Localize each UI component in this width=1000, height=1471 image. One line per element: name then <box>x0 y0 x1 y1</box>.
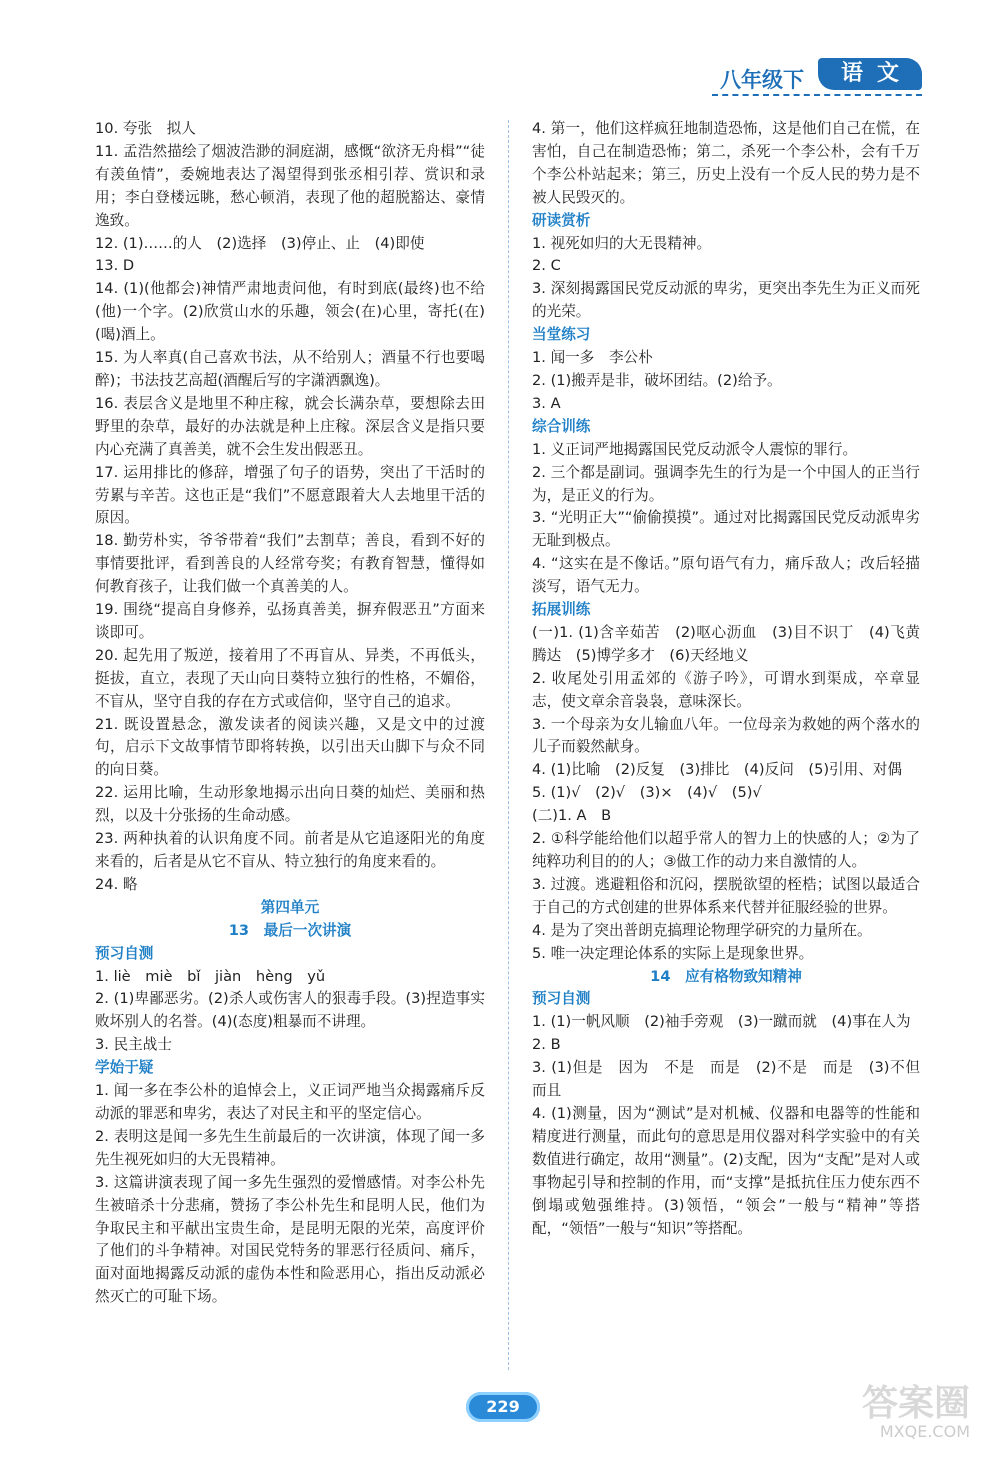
answer-item: 2. 表明这是闻一多先生生前最后的一次讲演，体现了闻一多先生视死如归的大无畏精神。 <box>95 1127 485 1168</box>
answer-item: 3. “光明正大”“偷偷摸摸”。通过对比揭露国民党反动派卑劣无耻到极点。 <box>532 509 920 550</box>
answer-item: 2. ①科学能给他们以超乎常人的智力上的快感的人；②为了纯粹功利目的的人；③做工作的动力来自激情的人。 <box>532 830 920 870</box>
section-heading: 研读赏析 <box>532 211 591 229</box>
answer-item: 3. 过渡。逃避粗俗和沉闷，摆脱欲望的桎梏；试图以最适合于自己的方式创建的世界体系来代替并征服经验的世界。 <box>532 875 920 916</box>
answer-item: 16. 表层含义是地里不种庄稼，就会长满杂草，要想除去田野里的杂草，最好的办法就是种上庄稼。深层含义是指只要内心充满了真善美，就不会生发出假恶丑。 <box>95 394 485 458</box>
answer-item: 12. (1)……的人 (2)选择 (3)停止、止 (4)即使 <box>95 234 425 252</box>
section-heading: 综合训练 <box>532 417 591 435</box>
answer-item: 1. 义正词严地揭露国民党反动派令人震惊的罪行。 <box>532 440 858 458</box>
answer-item: 3. 这篇讲演表现了闻一多先生强烈的爱憎感情。对李公朴先生被暗杀十分悲痛，赞扬了李公朴先生和昆明人民，他们为争取民主和平献出宝贵生命，是昆明无限的光荣，高度评价了他们的斗争精神。对国民党特务的罪恶行径质问、痛斥，面对面地揭露反动派的虚伪本性和险恶用心，指出反动派必然灭亡的可耻下场。 <box>95 1173 485 1306</box>
answer-item: 4. (1)比喻 (2)反复 (3)排比 (4)反问 (5)引用、对偶 <box>532 761 903 779</box>
left-column <box>95 118 485 1309</box>
section-heading: 当堂练习 <box>532 326 591 344</box>
answer-item: 3. 深刻揭露国民党反动派的卑劣，更突出李先生为正义而死的光荣。 <box>532 280 920 321</box>
answer-item: 21. 既设置悬念，激发读者的阅读兴趣，又是文中的过渡句，启示下文故事情节即将转换，以引出天山脚下与众不同的向日葵。 <box>95 715 485 779</box>
answer-item: 4. 是为了突出普朗克搞理论物理学研究的力量所在。 <box>532 921 872 939</box>
answer-item: 2. (1)搬弄是非，破坏团结。(2)给予。 <box>532 371 782 389</box>
answer-item: 2. 收尾处引用孟郊的《游子吟》，可谓水到渠成，卒章显志，使文章余音袅袅，意味深长。 <box>532 669 920 710</box>
answer-item: 17. 运用排比的修辞，增强了句子的语势，突出了干活时的劳累与辛苦。这也正是“我们”不愿意跟着大人去地里干活的原因。 <box>95 463 485 527</box>
answer-item: (二)1. A B <box>532 807 612 825</box>
answer-item: 2. (1)卑鄙恶劣。(2)杀人或伤害人的狠毒手段。(3)捏造事实败坏别人的名誉。(4)(态度)粗暴而不讲理。 <box>95 990 485 1031</box>
section-heading: 学始于疑 <box>95 1059 154 1077</box>
unit-heading: 第四单元 <box>260 898 320 916</box>
grade-label: 八年级下 <box>720 67 804 92</box>
answer-item: 3. 一个母亲为女儿输血八年。一位母亲为救她的两个落水的儿子而毅然献身。 <box>532 715 920 756</box>
answer-item: 1. (1)一帆风顺 (2)袖手旁观 (3)一蹴而就 (4)事在人为 <box>532 1013 911 1031</box>
answer-item: 4. “这实在是不像话。”原句语气有力，痛斥敌人；改后轻描淡写，语气无力。 <box>532 555 920 596</box>
unit-heading: 14 应有格物致知精神 <box>650 967 802 985</box>
page-header <box>602 58 922 98</box>
answer-item: 1. 闻一多 李公朴 <box>532 349 653 367</box>
answer-item: 24. 略 <box>95 875 138 893</box>
unit-heading: 13 最后一次讲演 <box>228 921 352 939</box>
answer-item: 4. (1)测量，因为“测试”是对机械、仪器和电器等的性能和精度进行测量，而此句的意思是用仪器对科学实验中的有关数值进行确定，故用“测量”。(2)支配，因为“支配”是对人或事物起引导和控制的作用，而“支撑”是抵抗住压力使东西不倒塌或勉强维持。(3)领悟，“领会”一般与“精神”等搭配，“领悟”一般与“知识”等搭配。 <box>532 1104 920 1237</box>
subject-badge: 语文 <box>818 58 922 90</box>
section-heading: 拓展训练 <box>532 601 591 619</box>
answer-item: 23. 两种执着的认识角度不同。前者是从它追逐阳光的角度来看的，后者是从它不盲从、特立独行的角度来看的。 <box>95 830 485 870</box>
answer-item: 18. 勤劳朴实，爷爷带着“我们”去割草；善良，看到不好的事情要批评，看到善良的人经常夸奖；有教育智慧，懂得如何教育孩子，让我们做一个真善美的人。 <box>95 532 485 596</box>
answer-item: 1. 视死如归的大无畏精神。 <box>532 234 712 252</box>
watermark-logo-text: 答案圈 <box>861 1383 970 1424</box>
answer-item: 2. 三个都是副词。强调李先生的行为是一个中国人的正当行为，是正义的行为。 <box>532 463 920 504</box>
answer-item: 2. B <box>532 1036 561 1054</box>
answer-item: 14. (1)(他都会)神情严肃地责问他，有时到底(最终)也不给(他)一个字。(2)欣赏山水的乐趣，领会(在)心里，寄托(在)(喝)酒上。 <box>95 280 485 344</box>
answer-item: 20. 起先用了叛逆，接着用了不再盲从、异类，不再低头，挺拔，直立，表现了天山向日葵特立独行的性格，不媚俗，不盲从，坚守自我的存在方式或信仰，坚守自己的追求。 <box>95 646 485 710</box>
answer-item: 11. 孟浩然描绘了烟波浩渺的洞庭湖，感慨“欲济无舟楫”“徒有羡鱼情”，委婉地表达了渴望得到张丞相引荐、赏识和录用；李白登楼远眺，愁心顿消，表现了他的超脱豁达、豪情逸致。 <box>95 142 485 229</box>
section-heading: 预习自测 <box>95 944 154 962</box>
answer-item: 19. 围绕“提高自身修养，弘扬真善美，摒弃假恶丑”方面来谈即可。 <box>95 601 485 641</box>
column-divider <box>508 120 509 1370</box>
answer-item: 10. 夸张 拟人 <box>95 120 196 137</box>
answer-item: 3. 民主战士 <box>95 1036 172 1054</box>
page-number: 229 <box>466 1392 540 1422</box>
answer-item: 1. 闻一多在李公朴的追悼会上，义正词严地当众揭露痛斥反动派的罪恶和卑劣，表达了对民主和平的坚定信心。 <box>95 1082 485 1122</box>
answer-item: 22. 运用比喻，生动形象地揭示出向日葵的灿烂、美丽和热烈，以及十分张扬的生命动感。 <box>95 784 485 825</box>
answer-item: 13. D <box>95 257 135 275</box>
watermark-corner <box>810 1383 970 1453</box>
answer-item: 2. C <box>532 257 561 275</box>
watermark-site-text: MXQE.COM <box>879 1422 970 1441</box>
answer-item: 1. liè miè bǐ jiàn hèng yǔ <box>95 967 326 985</box>
right-column <box>532 118 935 1240</box>
header-underline <box>712 94 922 96</box>
answer-item: 3. A <box>532 394 561 412</box>
answer-item: 4. 第一，他们这样疯狂地制造恐怖，这是他们自己在慌，在害怕，自己在制造恐怖；第二，杀死一个李公朴，会有千万个李公朴站起来；第三，历史上没有一个反人民的势力是不被人民毁灭的。 <box>532 120 920 206</box>
answer-item: 5. (1)√ (2)√ (3)× (4)√ (5)√ <box>532 784 762 802</box>
answer-item: (一)1. (1)含辛茹苦 (2)呕心沥血 (3)目不识丁 (4)飞黄腾达 (5)博学多才 (6)天经地义 <box>532 623 920 664</box>
answer-item: 15. 为人率真(自己喜欢书法，从不给别人；酒量不行也要喝醉)；书法技艺高超(酒醒后写的字潇洒飘逸)。 <box>95 349 485 389</box>
section-heading: 预习自测 <box>532 990 591 1008</box>
answer-item: 3. (1)但是 因为 不是 而是 (2)不是 而是 (3)不但 而且 <box>532 1059 935 1100</box>
answer-item: 5. 唯一决定理论体系的实际上是现象世界。 <box>532 944 814 962</box>
